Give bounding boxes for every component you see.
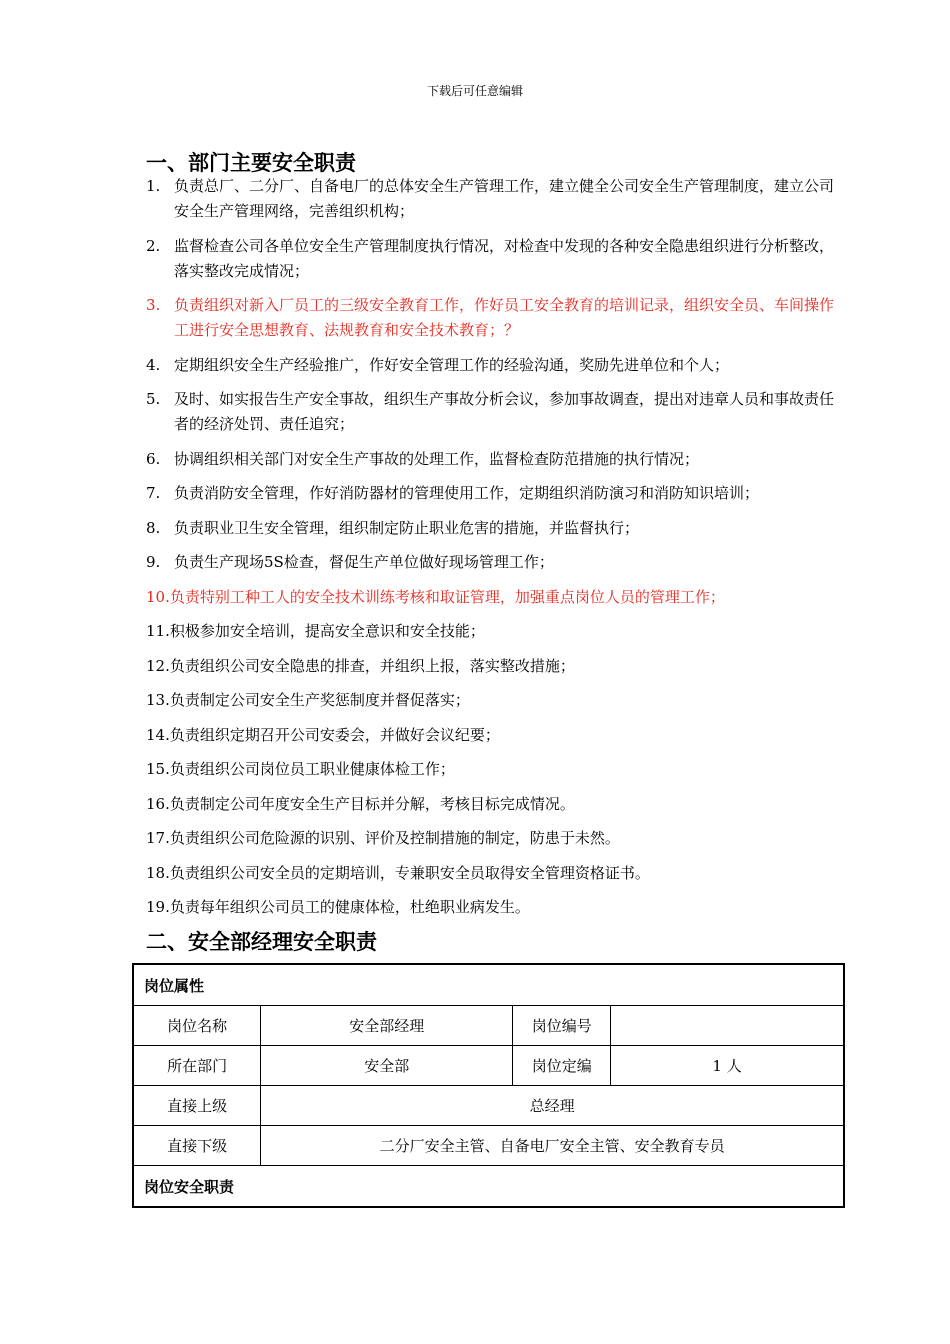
duty-item xyxy=(146,447,846,472)
duty-text: 负责制定公司安全生产奖惩制度并督促落实； xyxy=(169,691,470,709)
duty-item xyxy=(146,619,846,644)
duty-text: 负责职业卫生安全管理，组织制定防止职业危害的措施，并监督执行； xyxy=(174,518,640,537)
duty-item xyxy=(146,174,846,224)
table-row xyxy=(133,1046,844,1086)
table-row xyxy=(133,1086,844,1126)
duty-text: 负责组织公司安全隐患的排查，并组织上报，落实整改措施； xyxy=(169,656,575,675)
duty-text: 负责制定公司年度安全生产目标并分解，考核目标完成情况。 xyxy=(169,794,575,813)
duty-item xyxy=(146,688,846,713)
duty-text: 定期组织安全生产经验推广，作好安全管理工作的经验沟通，奖励先进单位和个人； xyxy=(174,355,730,374)
duty-item-highlighted xyxy=(146,293,846,343)
duty-text: 负责每年组织公司员工的健康体检，杜绝职业病发生。 xyxy=(169,898,530,916)
duty-text: 负责组织对新入厂员工的三级安全教育工作，作好员工安全教育的培训记录，组织安全员、车间操作工进行安全思想教育、法规教育和安全技术教育；？ xyxy=(174,296,835,339)
group-header-duties: 岗位安全职责 xyxy=(133,1166,844,1208)
table-row xyxy=(133,1126,844,1166)
duty-item xyxy=(146,723,846,748)
position-attribute-table xyxy=(132,963,845,1208)
duty-number: 18. xyxy=(146,863,170,882)
label-position-no: 岗位编号 xyxy=(513,1006,611,1046)
duty-number: 3. xyxy=(146,296,161,314)
table-row xyxy=(133,1166,844,1208)
duty-item xyxy=(146,895,846,920)
section-title-dept-duties: 一、部门主要安全职责 xyxy=(146,151,356,175)
duty-item xyxy=(146,757,846,782)
value-department: 安全部 xyxy=(261,1046,513,1086)
duty-number: 6. xyxy=(146,449,161,468)
duty-item xyxy=(146,654,846,679)
value-superior: 总经理 xyxy=(261,1086,844,1126)
duty-number: 1. xyxy=(146,177,161,195)
duty-number: 10. xyxy=(146,587,170,606)
duty-item xyxy=(146,826,846,851)
duty-text: 积极参加安全培训，提高安全意识和安全技能； xyxy=(169,622,485,640)
duty-number: 2. xyxy=(146,236,161,255)
duty-item xyxy=(146,516,846,541)
value-headcount: 1 人 xyxy=(611,1046,844,1086)
label-subordinate: 直接下级 xyxy=(133,1126,261,1166)
value-position-no xyxy=(611,1006,844,1046)
duty-number: 8. xyxy=(146,518,161,537)
duty-item xyxy=(146,550,846,575)
duty-item xyxy=(146,387,846,437)
group-header-attributes: 岗位属性 xyxy=(133,964,844,1006)
label-position-name: 岗位名称 xyxy=(133,1006,261,1046)
page-header: 下载后可任意编辑 xyxy=(426,84,523,98)
duty-number: 5. xyxy=(146,390,161,408)
duty-text: 监督检查公司各单位安全生产管理制度执行情况，对检查中发现的各种安全隐患组织进行分析整改，落实整改完成情况； xyxy=(174,236,835,280)
duty-number: 17. xyxy=(146,829,170,847)
value-subordinate: 二分厂安全主管、自备电厂安全主管、安全教育专员 xyxy=(261,1126,844,1166)
duty-number: 12. xyxy=(146,656,170,675)
duty-number: 11. xyxy=(146,622,170,640)
duty-number: 15. xyxy=(146,760,170,778)
duty-number: 13. xyxy=(146,691,170,709)
duty-item xyxy=(146,353,846,378)
duty-text: 负责组织公司危险源的识别、评价及控制措施的制定，防患于未然。 xyxy=(169,829,620,847)
duty-number: 4. xyxy=(146,355,161,374)
duty-item xyxy=(146,481,846,506)
label-department: 所在部门 xyxy=(133,1046,261,1086)
duty-number: 9. xyxy=(146,553,161,571)
table-row xyxy=(133,1006,844,1046)
label-headcount: 岗位定编 xyxy=(513,1046,611,1086)
duty-item xyxy=(146,861,846,886)
duty-text: 负责组织公司岗位员工职业健康体检工作； xyxy=(169,760,455,778)
duty-number: 16. xyxy=(146,794,170,813)
duty-text: 负责生产现场5S检查，督促生产单位做好现场管理工作； xyxy=(174,553,554,571)
dept-duty-list xyxy=(146,174,846,930)
duty-number: 7. xyxy=(146,484,161,502)
table-row xyxy=(133,964,844,1006)
label-superior: 直接上级 xyxy=(133,1086,261,1126)
section-title-manager-duties: 二、安全部经理安全职责 xyxy=(146,930,377,954)
duty-text: 负责组织公司安全员的定期培训，专兼职安全员取得安全管理资格证书。 xyxy=(169,863,650,882)
value-position-name: 安全部经理 xyxy=(261,1006,513,1046)
duty-item xyxy=(146,792,846,817)
duty-number: 14. xyxy=(146,725,170,744)
duty-text: 负责消防安全管理，作好消防器材的管理使用工作，定期组织消防演习和消防知识培训； xyxy=(174,484,760,502)
duty-text: 负责组织定期召开公司安委会，并做好会议纪要； xyxy=(169,725,500,744)
duty-item xyxy=(146,234,846,284)
duty-text: 负责特别工种工人的安全技术训练考核和取证管理，加强重点岗位人员的管理工作； xyxy=(169,587,725,606)
duty-number: 19. xyxy=(146,898,170,916)
duty-text: 负责总厂、二分厂、自备电厂的总体安全生产管理工作，建立健全公司安全生产管理制度，建立公司安全生产管理网络，完善组织机构； xyxy=(174,177,835,220)
duty-text: 及时、如实报告生产安全事故，组织生产事故分析会议，参加事故调查，提出对违章人员和事故责任者的经济处罚、责任追究； xyxy=(174,390,835,433)
duty-text: 协调组织相关部门对安全生产事故的处理工作，监督检查防范措施的执行情况； xyxy=(174,449,700,468)
duty-item-highlighted xyxy=(146,585,846,610)
